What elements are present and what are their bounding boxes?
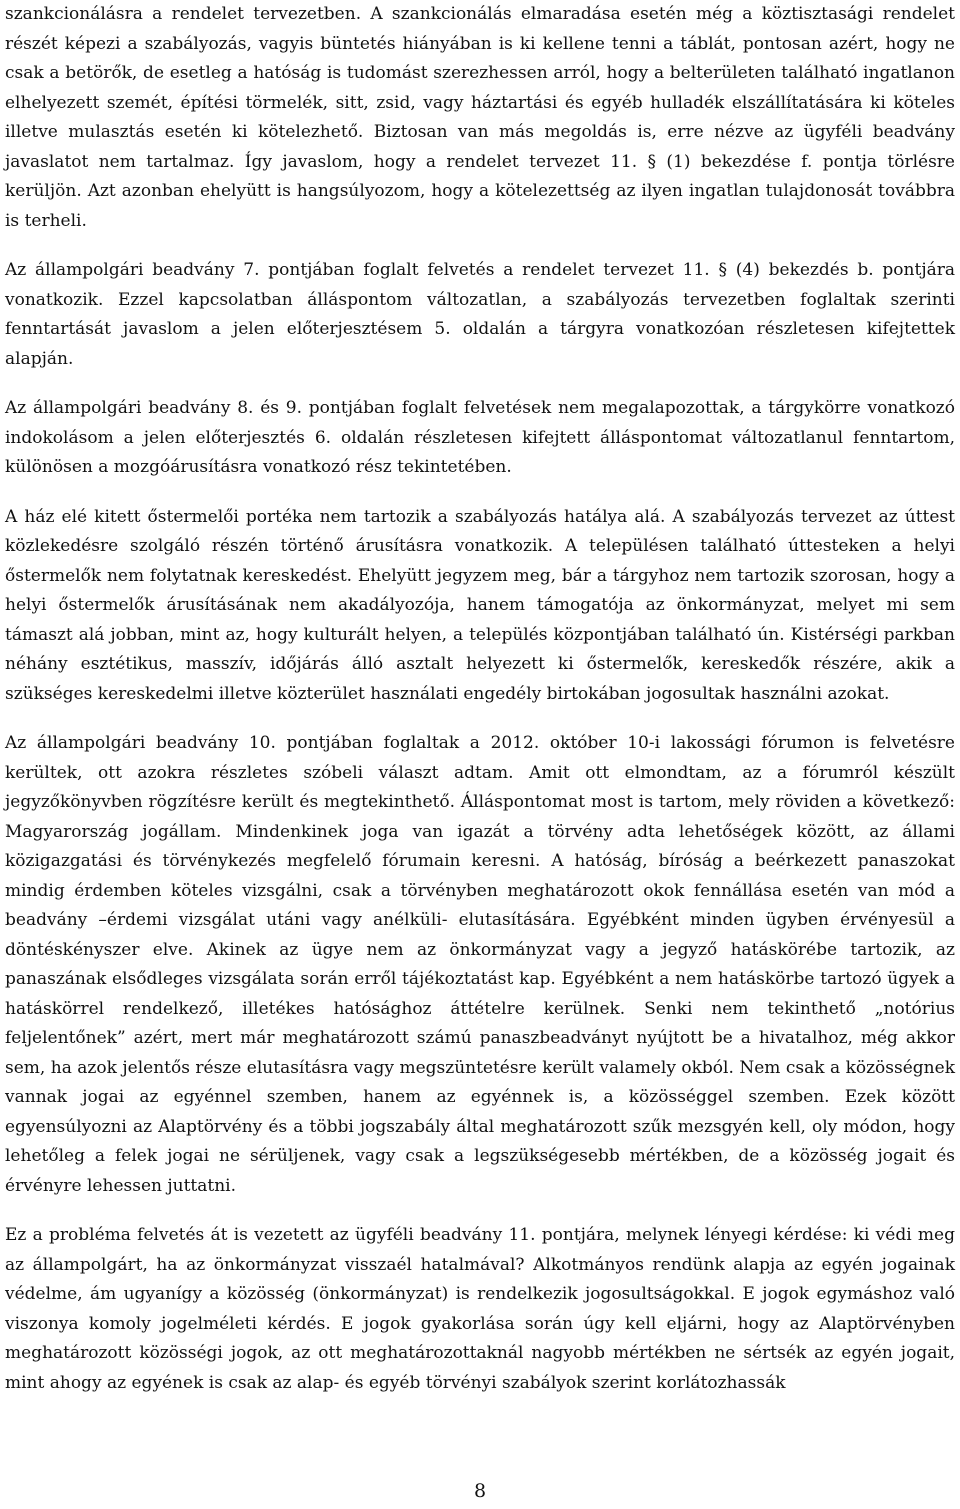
paragraph-point-10: Az állampolgári beadvány 10. pontjában foglaltak a 2012. október 10-i lakossági fórumon is felvetésre kerültek, ott azokra részletes szóbeli választ adtam. Amit ott elmondtam, az a fórumról készült jegyzőkönyvben rögzítésre került és megtekinthető. Álláspontomat most is tartom, mely röviden a következő: Magyarország jogállam. Mindenkinek joga van igazát a törvény adta lehetőségek között, az állami közigazgatási és törvénykezés megfelelő fórumain keresni. A hatóság, bíróság a beérkezett panaszokat mindig érdemben köteles vizsgálni, csak a törvényben meghatározott okok fennállása esetén van mód a beadvány –érdemi vizsgálat utáni vagy anélküli- elutasítására. Egyébként minden ügyben érvényesül a döntéskényszer elve. Akinek az ügye nem az önkormányzat vagy a jegyző hatáskörébe tartozik, az panaszának elsődleges vizsgálata során erről tájékoztatást kap. Egyébként a nem hatáskörbe tartozó ügyek a hatáskörrel rendelkező, illetékes hatósághoz áttételre kerülnek. Senki nem tekinthető „notórius feljelentőnek” azért, mert már meghatározott számú panaszbeadványt nyújtott be a hivatalhoz, még akkor sem, ha azok jelentős része elutasításra vagy megszüntetésre került valamely okból. Nem csak a közösségnek vannak jogai az egyénnel szemben, hanem az egyénnek is, a közösséggel szemben. Ezek között egyensúlyozni az Alaptörvény és a többi jogszabály által meghatározott szűk mezsgyén kell, oly módon, hogy lehetőleg a felek jogai ne sérüljenek, vagy csak a legszükségesebb mértékben, de a közösség jogait és érvényre lehessen juttatni. (5, 733, 955, 1196)
paragraph-producers: A ház elé kitett őstermelői portéka nem tartozik a szabályozás hatálya alá. A szabályozás tervezet az úttest közlekedésre szolgáló részén történő árusításra vonatkozik. A településen található úttesteken a helyi őstermelők nem folytatnak kereskedést. Ehelyütt jegyzem meg, bár a tárgyhoz nem tartozik szorosan, hogy a helyi őstermelők árusításának nem akadályozója, hanem támogatója az önkormányzat, melyet mi sem támaszt alá jobban, mint az, hogy kulturált helyen, a település központjában található ún. Kistérségi parkban néhány esztétikus, masszív, időjárás álló asztalt helyezett ki őstermelők, kereskedők részére, akik a szükséges kereskedelmi illetve közterület használati engedély birtokában jogosultak használni azokat. (5, 506, 955, 704)
document-page (5, 0, 955, 1398)
paragraph-sanction: szankcionálásra a rendelet tervezetben. A szankcionálás elmaradása esetén még a köztisztasági rendelet részét képezi a szabályozás, vagyis büntetés hiányában is ki kellene tenni a táblát, pontosan azért, hogy ne csak a betörők, de esetleg a hatóság is tudomást szerezhessen arról, hogy a belterületen található ingatlanon elhelyezett szemét, építési törmelék, sitt, zsid, vagy háztartási és egyéb hulladék elszállítatására ki köteles illetve mulasztás esetén ki kötelezhető. Biztosan van más megoldás is, erre nézve az ügyféli beadvány javaslatot nem tartalmaz. Így javaslom, hogy a rendelet tervezet 11. § (1) bekezdése f. pontja törlésre kerüljön. Azt azonban ehelyütt is hangsúlyozom, hogy a kötelezettség az ilyen ingatlan tulajdonosát továbbra is terheli. (5, 4, 955, 231)
page-number: 8 (473, 1480, 487, 1502)
paragraph-points-8-9: Az állampolgári beadvány 8. és 9. pontjában foglalt felvetések nem megalapozottak, a tárgykörre vonatkozó indokolásom a jelen előterjesztés 6. oldalán részletesen kifejtett álláspontomat változatlanul fenntartom, különösen a mozgóárusításra vonatkozó rész tekintetében. (5, 398, 955, 477)
paragraph-point-7: Az állampolgári beadvány 7. pontjában foglalt felvetés a rendelet tervezet 11. § (4) bekezdés b. pontjára vonatkozik. Ezzel kapcsolatban álláspontom változatlan, a szabályozás tervezetben foglaltak szerinti fenntartását javaslom a jelen előterjesztésem 5. oldalán a tárgyra vonatkozóan részletesen kifejtettek alapján. (5, 260, 955, 369)
paragraph-point-11: Ez a probléma felvetés át is vezetett az ügyféli beadvány 11. pontjára, melynek lényegi kérdése: ki védi meg az állampolgárt, ha az önkormányzat visszaél hatalmával? Alkotmányos rendünk alapja az egyén jogainak védelme, ám ugyanígy a közösség (önkormányzat) is rendelkezik jogosultságokkal. E jogok egymáshoz való viszonya komoly jogelméleti kérdés. E jogok gyakorlása során úgy kell eljárni, hogy az Alaptörvényben meghatározott közösségi jogok, az ott meghatározottaknál nagyobb mértékben ne sértsék az egyén jogait, mint ahogy az egyének is csak az alap- és egyéb törvényi szabályok szerint korlátozhassák (5, 1225, 955, 1393)
